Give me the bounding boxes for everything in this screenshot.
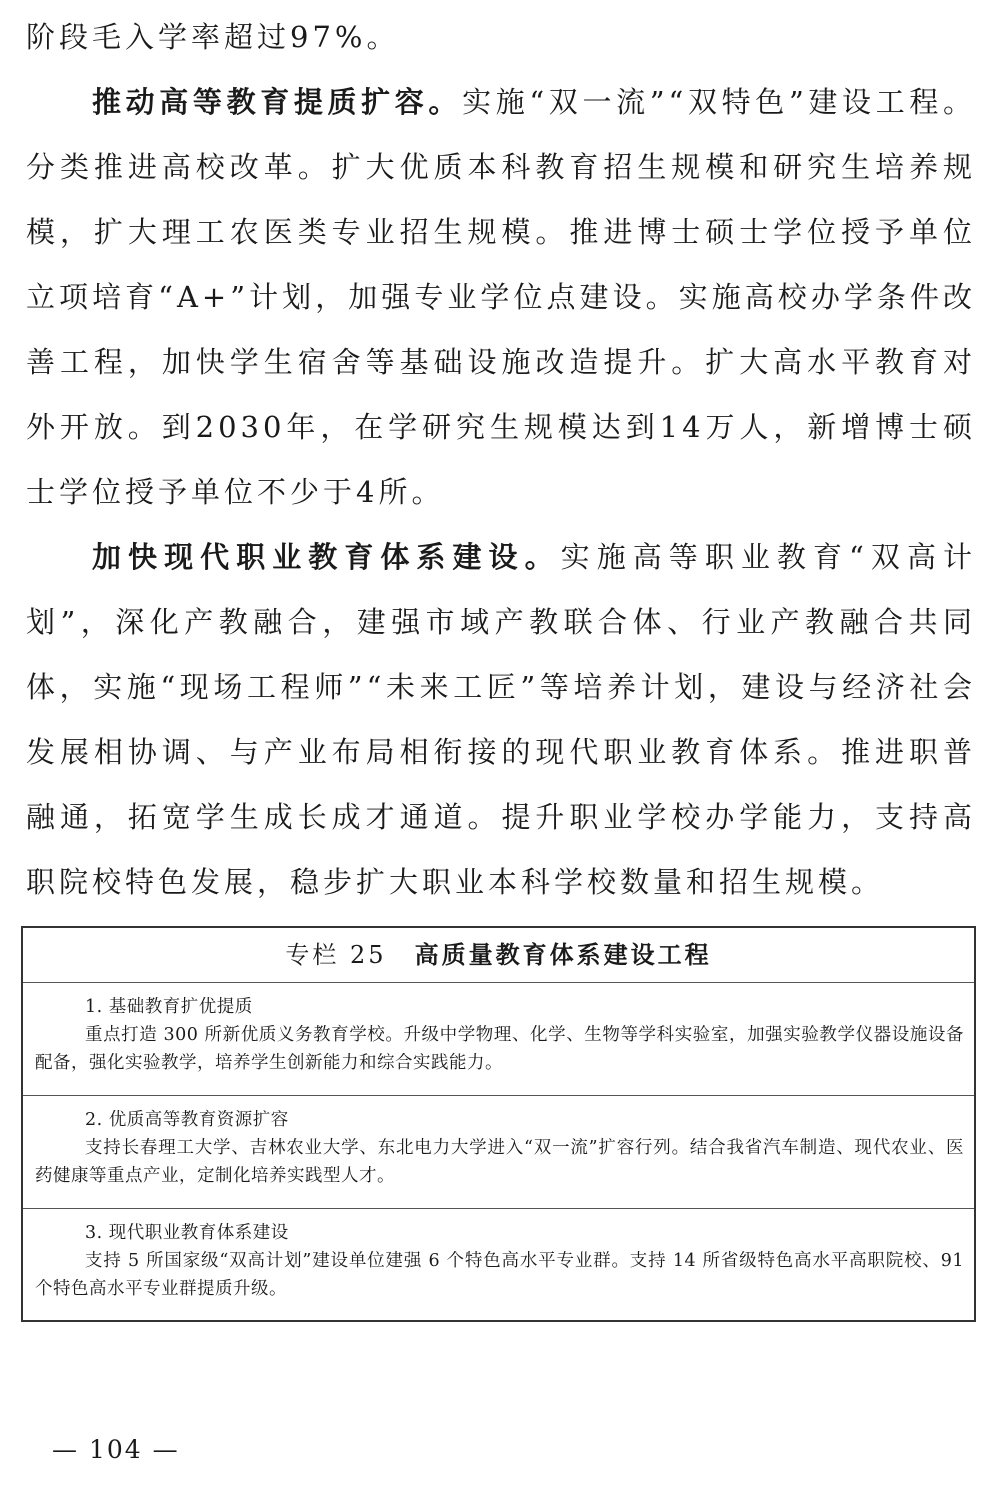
paragraph-lead: 加快现代职业教育体系建设。 <box>92 540 561 574</box>
column-item-text: 重点打造 300 所新优质义务教育学校。升级中学物理、化学、生物等学科实验室，加强实验教学仪器设施设备配备，强化实验教学，培养学生创新能力和综合实践能力。 <box>35 1025 964 1073</box>
column-item-heading: 2. 优质高等教育资源扩容 <box>85 1110 289 1130</box>
column-heading: 高质量教育体系建设工程 <box>414 941 712 969</box>
column-item-heading: 1. 基础教育扩优提质 <box>85 997 253 1017</box>
column-item-text: 支持 5 所国家级“双高计划”建设单位建强 6 个特色高水平专业群。支持 14 所省级特色高水平高职院校、91 个特色高水平专业群提质升级。 <box>35 1251 964 1299</box>
column-item-text: 支持长春理工大学、吉林农业大学、东北电力大学进入“双一流”扩容行列。结合我省汽车制造、现代农业、医药健康等重点产业，定制化培养实践型人才。 <box>35 1138 964 1186</box>
column-item <box>23 1096 974 1209</box>
paragraph-higher-education <box>26 70 976 525</box>
paragraph-vocational-education <box>26 525 976 915</box>
body-text <box>26 5 976 915</box>
paragraph-text: 实施“双一流”“双特色”建设工程。分类推进高校改革。扩大优质本科教育招生规模和研究生培养规模，扩大理工农医类专业招生规模。推进博士硕士学位授予单位立项培育“A+”计划，加强专业学位点建设。实施高校办学条件改善工程，加快学生宿舍等基础设施改造提升。扩大高水平教育对外开放。到2030年，在学研究生规模达到14万人，新增博士硕士学位授予单位不少于4所。 <box>26 85 976 509</box>
continuation-line: 阶段毛入学率超过97%。 <box>26 20 400 54</box>
column-item-heading: 3. 现代职业教育体系建设 <box>85 1223 289 1243</box>
paragraph-text: 实施高等职业教育“双高计划”，深化产教融合，建强市域产教联合体、行业产教融合共同体，实施“现场工程师”“未来工匠”等培养计划，建设与经济社会发展相协调、与产业布局相衔接的现代职业教育体系。推进职普融通，拓宽学生成长成才通道。提升职业学校办学能力，支持高职院校特色发展，稳步扩大职业本科学校数量和招生规模。 <box>26 540 976 899</box>
column-label: 专栏 25 <box>285 941 387 969</box>
column-item <box>23 983 974 1096</box>
column-box <box>21 926 976 1322</box>
page-number: — 104 — <box>52 1435 180 1464</box>
column-title <box>23 928 974 983</box>
paragraph-lead: 推动高等教育提质扩容。 <box>92 85 463 119</box>
column-item <box>23 1209 974 1322</box>
